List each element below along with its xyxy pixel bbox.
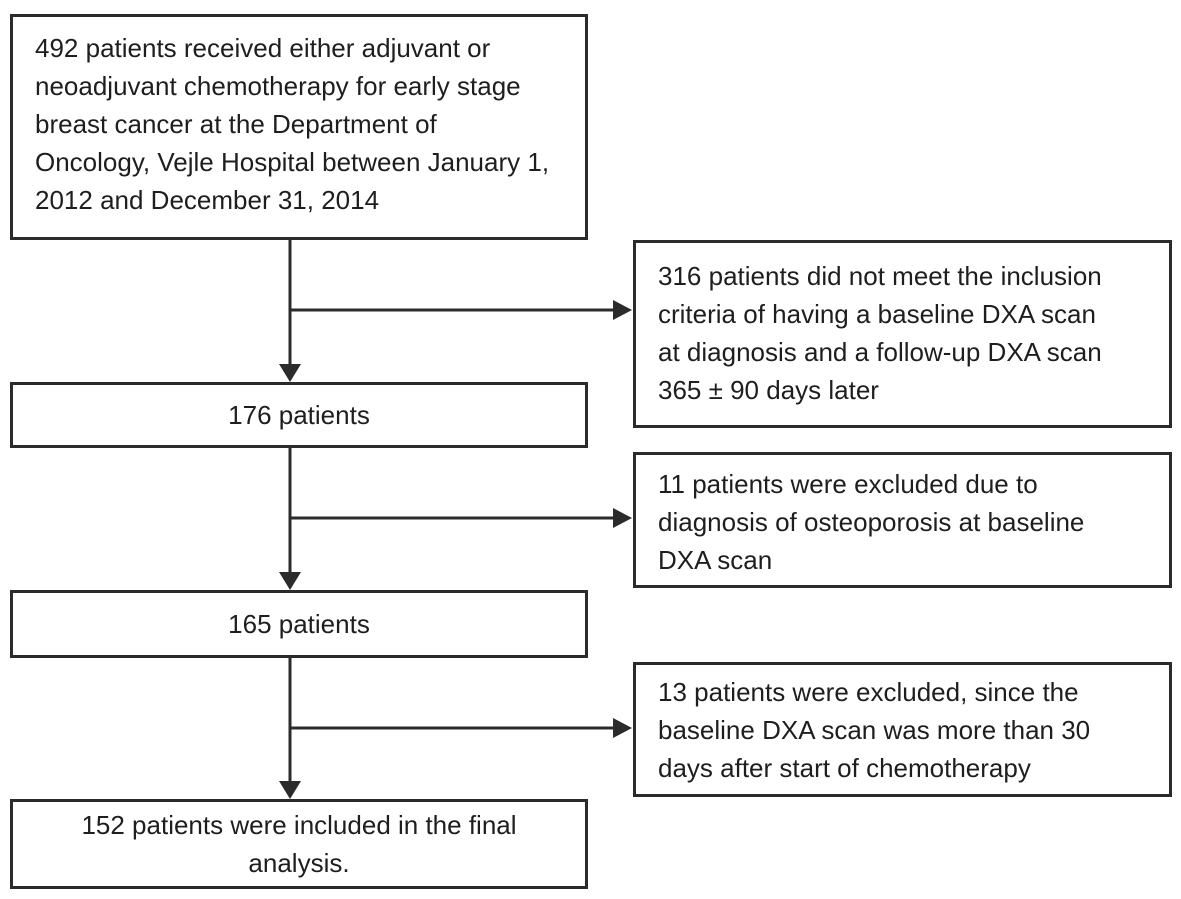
flow-box-final-analysis — [10, 799, 588, 889]
arrowhead-right-to-excluded-13 — [613, 718, 632, 738]
flow-box-enrolled-patients — [10, 14, 588, 240]
flow-box-line: 316 patients did not meet the inclusion — [658, 261, 1102, 291]
flow-box-cohort-165 — [10, 590, 588, 658]
flow-box-excluded-316 — [633, 240, 1172, 428]
flow-box-line: analysis. — [248, 848, 350, 878]
flow-box-line: 152 patients were included in the final — [81, 810, 517, 840]
arrowhead-right-to-excluded-316 — [613, 300, 632, 320]
flow-box-line: DXA scan — [658, 545, 773, 575]
arrowhead-down-to-176 — [279, 364, 301, 382]
flow-box-excluded-11 — [633, 452, 1172, 588]
flow-box-line: baseline DXA scan was more than 30 — [658, 715, 1091, 745]
flow-box-line: 2012 and December 31, 2014 — [35, 185, 380, 215]
flow-box-line: days after start of chemotherapy — [658, 753, 1031, 783]
arrowhead-down-to-165 — [279, 572, 301, 590]
flow-box-line: 176 patients — [228, 400, 370, 430]
flow-box-line: 165 patients — [228, 609, 370, 639]
flow-box-line: neoadjuvant chemotherapy for early stage — [35, 71, 521, 101]
flow-box-line: 492 patients received either adjuvant or — [35, 33, 491, 63]
flow-box-line: diagnosis of osteoporosis at baseline — [658, 507, 1085, 537]
flow-box-line: 13 patients were excluded, since the — [658, 677, 1079, 707]
flow-box-line: at diagnosis and a follow-up DXA scan — [658, 337, 1102, 367]
flow-box-cohort-176 — [10, 382, 588, 448]
arrowhead-down-to-final — [279, 781, 301, 799]
flow-box-excluded-13 — [633, 662, 1172, 797]
flow-box-line: breast cancer at the Department of — [35, 109, 437, 139]
flow-box-line: 11 patients were excluded due to — [658, 469, 1038, 499]
arrowhead-right-to-excluded-11 — [613, 508, 632, 528]
flow-box-line: criteria of having a baseline DXA scan — [658, 299, 1096, 329]
flow-box-line: Oncology, Vejle Hospital between January 1, — [35, 147, 550, 177]
flow-box-line: 365 ± 90 days later — [658, 375, 879, 405]
